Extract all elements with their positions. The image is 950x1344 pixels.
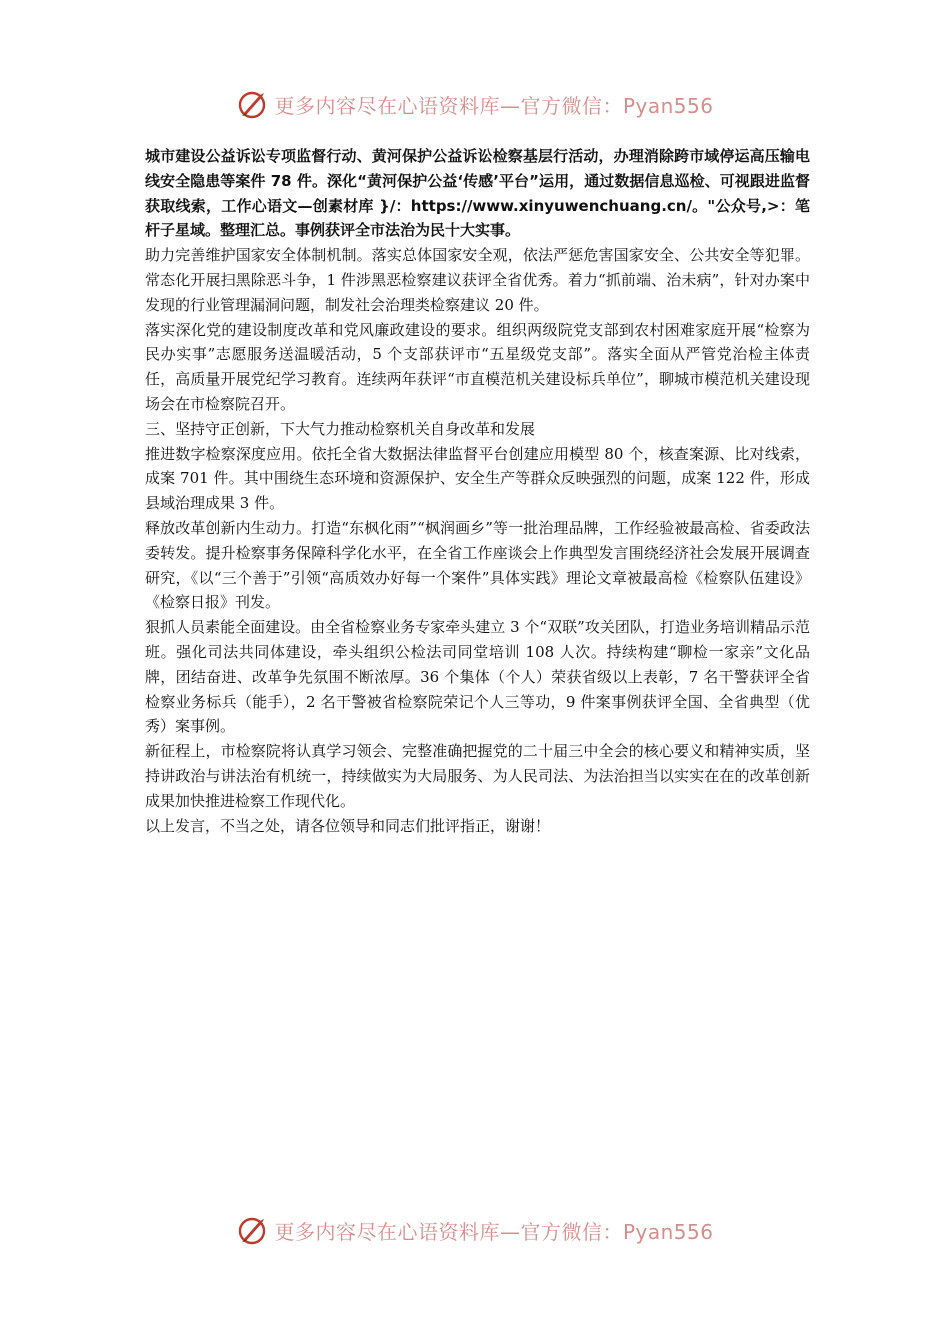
paragraph-2: 助力完善维护国家安全体制机制。落实总体国家安全观，依法严惩危害国家安全、公共安全等犯罪。常态化开展扫黑除恶斗争，1 件涉黑恶检察建议获评全省优秀。着力“抓前端、治未病”，针对办案中发现的行业管理漏洞问题，制发社会治理类检察建议 20 件。	[145, 246, 810, 314]
paragraph-3: 落实深化党的建设制度改革和党风廉政建设的要求。组织两级院党支部到农村困难家庭开展“检察为民办实事”志愿服务送温暖活动，5 个支部获评市“五星级党支部”。落实全面从严管党治检主体责任，高质量开展党纪学习教育。连续两年获评“市直模范机关建设标兵单位”，聊城市模范机关建设现场会在市检察院召开。	[145, 320, 810, 413]
watermark-text: 更多内容尽在心语资料库—官方微信：Pyan556	[274, 93, 714, 118]
paragraph-8: 新征程上，市检察院将认真学习领会、完整准确把握党的二十届三中全会的核心要义和精神实质，坚持讲政治与讲法治有机统一，持续做实为大局服务、为人民司法、为法治担当以实实在在的改革创新成果加快推进检察工作现代化。	[145, 742, 810, 810]
document-body	[145, 144, 810, 838]
pen-logo-icon	[236, 87, 270, 121]
paragraph-5: 推进数字检察深度应用。依托全省大数据法律监督平台创建应用模型 80 个，核查案源、比对线索，成案 701 件。其中围绕生态环境和资源保护、安全生产等群众反映强烈的问题，成案 122 件，形成县域治理成果 3 件。	[145, 444, 810, 513]
section-heading-3: 三、坚持守正创新，下大气力推动检察机关自身改革和发展	[145, 419, 536, 438]
closing-remark: 以上发言，不当之处，请各位领导和同志们批评指正，谢谢！	[145, 816, 551, 835]
watermark-header	[0, 84, 950, 124]
paragraph-1: 城市建设公益诉讼专项监督行动、黄河保护公益诉讼检察基层行活动，办理消除跨市域停运高压输电线安全隐患等案件 78 件。深化“黄河保护公益‘传感’平台”运用，通过数据信息巡检、可视跟进监督获取线索，工作心语文—创素材库 }/：https://www.xinyuwenchuang.cn/。"公众号,>：笔杆子星域。整理汇总。事例获评全市法治为民十大实事。	[145, 147, 810, 240]
watermark-footer	[0, 1210, 950, 1250]
pen-logo-icon	[236, 1213, 270, 1247]
paragraph-7: 狠抓人员素能全面建设。由全省检察业务专家牵头建立 3 个“双联”攻关团队，打造业务培训精品示范班。强化司法共同体建设，牵头组织公检法司同堂培训 108 人次。持续构建“聊检一家亲”文化品牌，团结奋进、改革争先氛围不断浓厚。36 个集体（个人）荣获省级以上表彰，7 名干警获评全省检察业务标兵（能手），2 名干警被省检察院荣记个人三等功，9 件案事例获评全国、全省典型（优秀）案事例。	[145, 618, 810, 736]
watermark-text: 更多内容尽在心语资料库—官方微信：Pyan556	[274, 1219, 714, 1244]
paragraph-6: 释放改革创新内生动力。打造“东枫化雨”“枫润画乡”等一批治理品牌，工作经验被最高检、省委政法委转发。提升检察事务保障科学化水平，在全省工作座谈会上作典型发言围绕经济社会发展开展调查研究，《以“三个善于”引领“高质效办好每一个案件”具体实践》理论文章被最高检《检察队伍建设》《检察日报》刊发。	[145, 518, 810, 612]
